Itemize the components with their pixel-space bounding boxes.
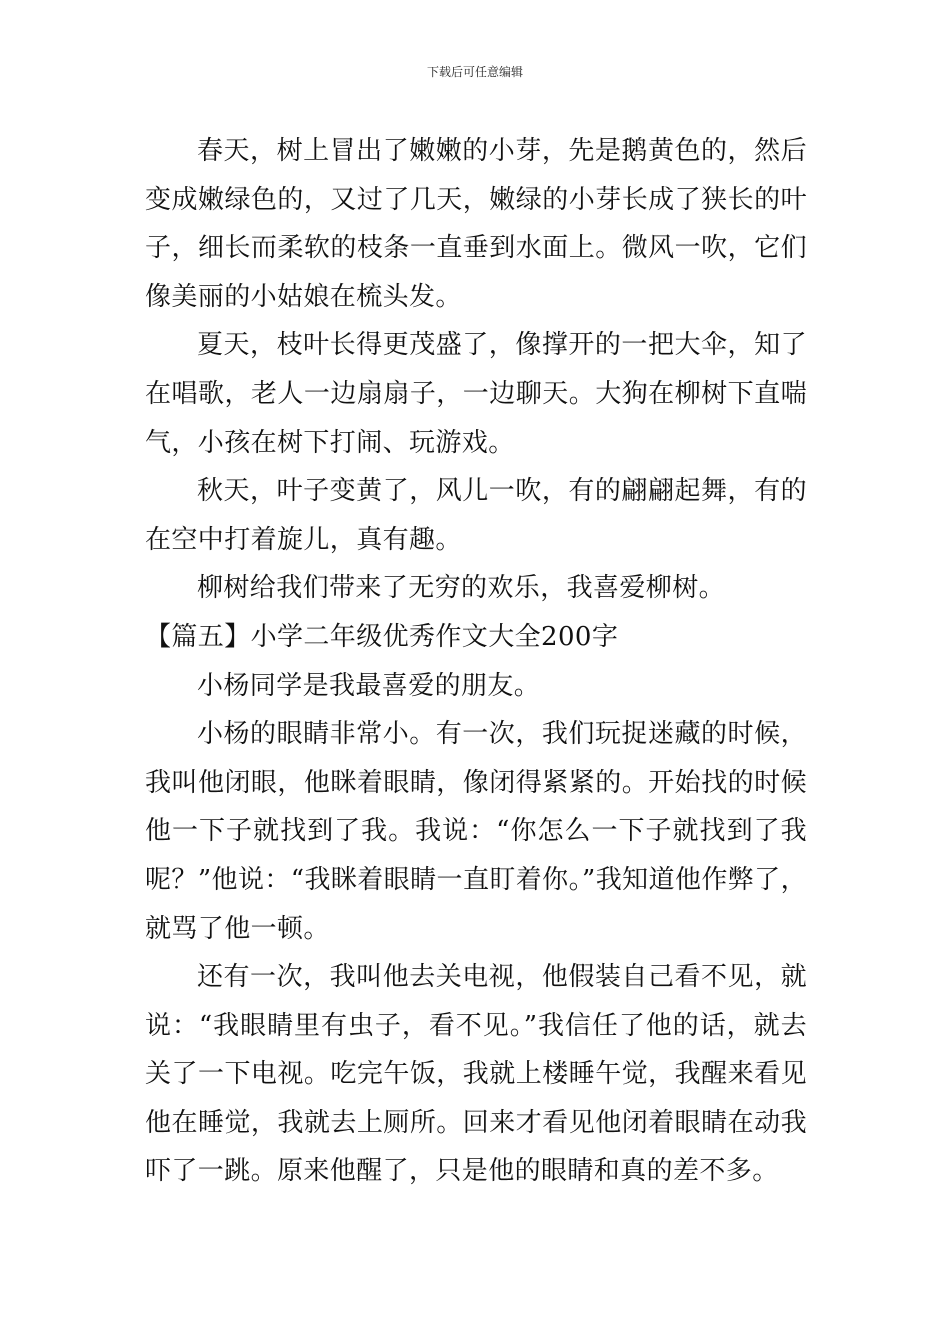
section-heading: 【篇五】小学二年级优秀作文大全200字 [145,621,619,652]
paragraph-summer: 夏天，枝叶长得更茂盛了，像撑开的一把大伞，知了在唱歌，老人一边扇扇子，一边聊天。大狗在柳树下直喘气，小孩在树下打闹、玩游戏。 [145,330,807,458]
document-body [145,127,807,1196]
paragraph-autumn: 秋天，叶子变黄了，风儿一吹，有的翩翩起舞，有的在空中打着旋儿，真有趣。 [145,476,807,555]
paragraph-conclusion: 柳树给我们带来了无穷的欢乐，我喜爱柳树。 [197,573,726,604]
page-header: 下载后可任意编辑 [426,65,523,79]
paragraph-spring: 春天，树上冒出了嫩嫩的小芽，先是鹅黄色的，然后变成嫩绿色的，又过了几天，嫩绿的小芽长成了狭长的叶子，细长而柔软的枝条一直垂到水面上。微风一吹，它们像美丽的小姑娘在梳头发。 [145,136,807,312]
paragraph-hide-and-seek: 小杨的眼睛非常小。有一次，我们玩捉迷藏的时候，我叫他闭眼，他眯着眼睛，像闭得紧紧的。开始找的时候他一下子就找到了我。我说：“你怎么一下子就找到了我呢？”他说：“我眯着眼睛一直盯着你。”我知道他作弊了，就骂了他一顿。 [145,719,807,944]
paragraph-television: 还有一次，我叫他去关电视，他假装自己看不见，就说：“我眼睛里有虫子，看不见。”我信任了他的话，就去关了一下电视。吃完午饭，我就上楼睡午觉，我醒来看见他在睡觉，我就去上厕所。回来才看见他闭着眼睛在动我吓了一跳。原来他醒了，只是他的眼睛和真的差不多。 [145,962,807,1187]
paragraph-intro: 小杨同学是我最喜爱的朋友。 [197,670,541,701]
